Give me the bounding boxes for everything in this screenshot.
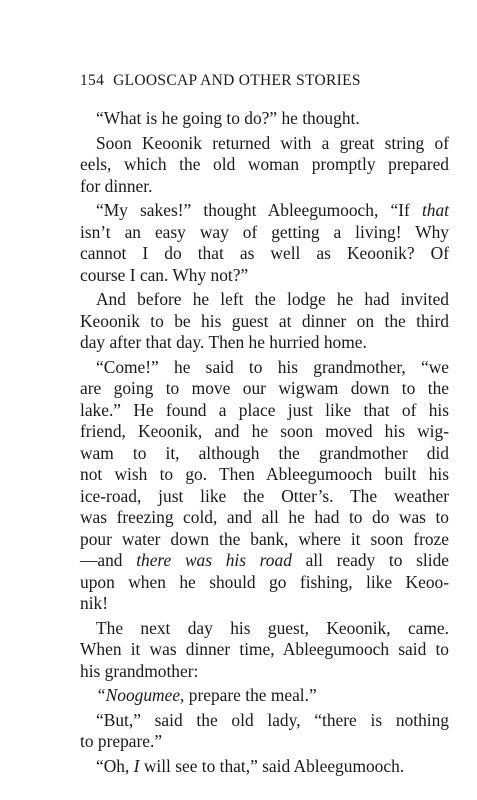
text-line: Keoonik to be his guest at dinner on the third (80, 310, 449, 331)
text-line: “What is he going to do?” he thought. (96, 108, 360, 128)
text-line (80, 200, 449, 222)
text-run: “Oh, (96, 755, 134, 776)
paragraph (80, 756, 449, 778)
text-line: “But,” said the old lady, “there is nothing (96, 709, 449, 730)
page-number: 154 (80, 72, 105, 89)
text-line: friend, Keoonik, and he soon moved his wig- (80, 421, 449, 441)
text-line: upon when he should go fishing, like Keoo- (80, 571, 449, 592)
text-line: wam to it, although the grandmother did (80, 442, 449, 463)
text-line: cannot I do that as well as Keoonik? Of (80, 243, 449, 263)
paragraph (80, 357, 449, 615)
paragraph (80, 200, 449, 286)
running-header (80, 72, 450, 90)
paragraph (80, 710, 449, 753)
text-line: “Come!” he said to his grandmother, “we (96, 356, 449, 377)
emphasis-run: I (133, 755, 140, 776)
body-text (80, 108, 449, 777)
text-line: Soon Keoonik returned with a great string of (96, 132, 449, 153)
paragraph (80, 289, 449, 354)
emphasis-run: there was his road (136, 550, 292, 570)
text-run: “My sakes!” thought Ableegumooch, “If (96, 200, 422, 220)
text-run: prepare the meal.” (184, 685, 317, 705)
text-line: was freezing cold, and all he had to do was to (80, 507, 449, 527)
emphasis-run: that (421, 200, 449, 220)
paragraph (80, 618, 449, 683)
text-line: ice-road, just like the Otter’s. The weather (80, 485, 449, 506)
text-line: eels, which the old woman promptly prepared (80, 154, 449, 174)
running-title: GLOOSCAP AND OTHER STORIES (113, 72, 361, 89)
text-line: pour water down the bank, where it soon froze (80, 528, 449, 549)
text-line: nik! (80, 593, 109, 613)
text-line: isn’t an easy way of getting a living! Why (80, 221, 449, 242)
text-line: course I can. Why not?” (80, 264, 249, 285)
paragraph (80, 133, 449, 198)
text-line: lake.” He found a place just like that of his (80, 399, 449, 420)
text-line: day after that day. Then he hurried home. (80, 332, 367, 352)
paragraph (80, 685, 449, 707)
text-line: not wish to go. Then Ableegumooch built his (80, 464, 449, 484)
text-line: for dinner. (80, 175, 153, 196)
text-run: will see to that,” said Ableegumooch. (139, 755, 405, 776)
text-line: When it was dinner time, Ableegumooch said to (80, 639, 449, 659)
text-line (80, 550, 449, 572)
text-line: are going to move our wigwam down to the (80, 378, 449, 398)
text-line: his grandmother: (80, 660, 199, 681)
text-run: —and (80, 550, 137, 570)
text-line: to prepare.” (80, 731, 163, 751)
text-line: The next day his guest, Keoonik, came. (96, 617, 449, 638)
text-run: all ready to slide (291, 550, 449, 570)
text-line: And before he left the lodge he had invited (96, 289, 449, 309)
paragraph (80, 108, 449, 130)
text-line (80, 756, 449, 778)
emphasis-run: “Noogumee, (96, 685, 185, 705)
text-line (80, 685, 449, 707)
